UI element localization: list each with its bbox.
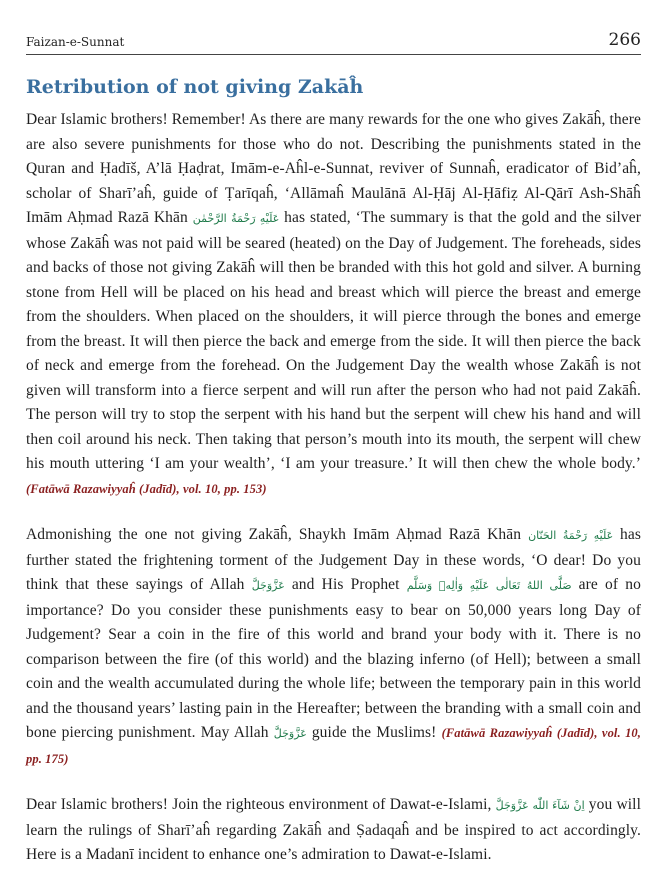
- paragraph-text: are of no importance? Do you consider these punishments easy to bear on 50,000 years long Day of Judgement? Sear a coin in the fire of this world and brand your body with it. There is no comparison between the fire (of this world) and the blazing inferno (of Hell); between a small coin and the wealth accumulated during the whole life; between the temporary pain in this world and the thousand years’ lasting pain in the Hereafter; between the branding with a small coin and bone piercing punishment. May Allah: [26, 576, 641, 741]
- paragraph-text: Admonishing the one not giving Zakāĥ, Shaykh Imām Aḥmad Razā Khān: [26, 526, 529, 543]
- arabic-honorific: اِنْ شَآءَ اللّٰه عَزَّوَجَلَّ: [495, 799, 585, 812]
- paragraph: [26, 523, 641, 771]
- paragraph-text: Dear Islamic brothers! Remember! As there are many rewards for the one who gives Zakāĥ, there are also severe punishments for those who do not. Describing the punishments stated in the Quran and Ḥadīš, A’lā Ḥaḍrat, Imām-e-Aĥl-e-Sunnat, reviver of Sunnaĥ, eradicator of Bid’aĥ, scholar of Sharī’aĥ, guide of Ṭarīqaĥ, ‘Allāmaĥ Maulānā Al-Ḥāj Al-Ḥāfiẓ Al-Qārī Ash-Shāĥ Imām Aḥmad Razā Khān: [26, 111, 641, 226]
- paragraph-text: and His Prophet: [284, 576, 407, 593]
- paragraph-text: guide the Muslims!: [306, 724, 442, 741]
- page-number: 266: [608, 30, 641, 50]
- paragraph-text: has stated, ‘The summary is that the gold and the silver whose Zakāĥ was not paid will be seared (heated) on the Day of Judgement. The foreheads, sides and backs of those not giving Zakāĥ will then be branded with this hot gold and silver. A burning stone from Hell will be placed on his head and breast which will pierce the breast and emerge from the shoulders. When placed on the shoulders, it will pierce through the bones and emerge from the breast. It will then pierce the back and emerge from the side. It will then pierce the back of neck and emerge from the forehead. On the Judgement Day the wealth whose Zakāĥ is not given will transform into a fierce serpent and will run after the person who had not paid Zakāĥ. The person will try to stop the serpent with his hand but the serpent will chew his hand and will then coil around his neck. Then taking that person’s mouth into its mouth, the serpent will chew his mouth uttering ‘I am your wealth’, ‘I am your treasure.’ It will then chew the whole body.’: [26, 209, 641, 472]
- book-title: Faizan-e-Sunnat: [26, 35, 125, 49]
- paragraph-text: has further stated the frightening torment of the Judgement Day in these words, ‘O dear! Do you think that these sayings of Allah: [26, 526, 642, 593]
- arabic-honorific: عَلَيْهِ رَحْمَةُ الرَّحْمٰن: [192, 212, 280, 225]
- arabic-honorific: عَلَيْهِ رَحْمَةُ الحَنّان: [528, 529, 614, 542]
- body-text: [26, 108, 641, 890]
- paragraph-text: Dear Islamic brothers! Join the righteous environment of Dawat-e-Islami,: [26, 796, 496, 813]
- running-header: [26, 30, 641, 55]
- arabic-honorific: عَزَّوَجَلَّ: [251, 579, 285, 592]
- citation: (Fatāwā Razawiyyaĥ (Jadīd), vol. 10, pp. 153): [26, 481, 267, 496]
- section-heading: Retribution of not giving Zakāĥ: [26, 76, 364, 98]
- paragraph-text: you will learn the rulings of Sharī’aĥ regarding Zakāĥ and Ṣadaqaĥ and be inspired to act accordingly. Here is a Madanī incident to enhance one’s admiration to Dawat-e-Islami.: [26, 796, 641, 863]
- arabic-honorific: عَزَّوَجَلَّ: [273, 727, 307, 740]
- citation: (Fatāwā Razawiyyaĥ (Jadīd), vol. 10, pp. 175): [26, 726, 642, 766]
- paragraph: [26, 108, 641, 501]
- arabic-honorific: صَلَّى اللهُ تَعَالٰى عَلَيْهِ وَاٰلِهٖ وَسَلَّم: [406, 579, 572, 592]
- paragraph: [26, 793, 641, 868]
